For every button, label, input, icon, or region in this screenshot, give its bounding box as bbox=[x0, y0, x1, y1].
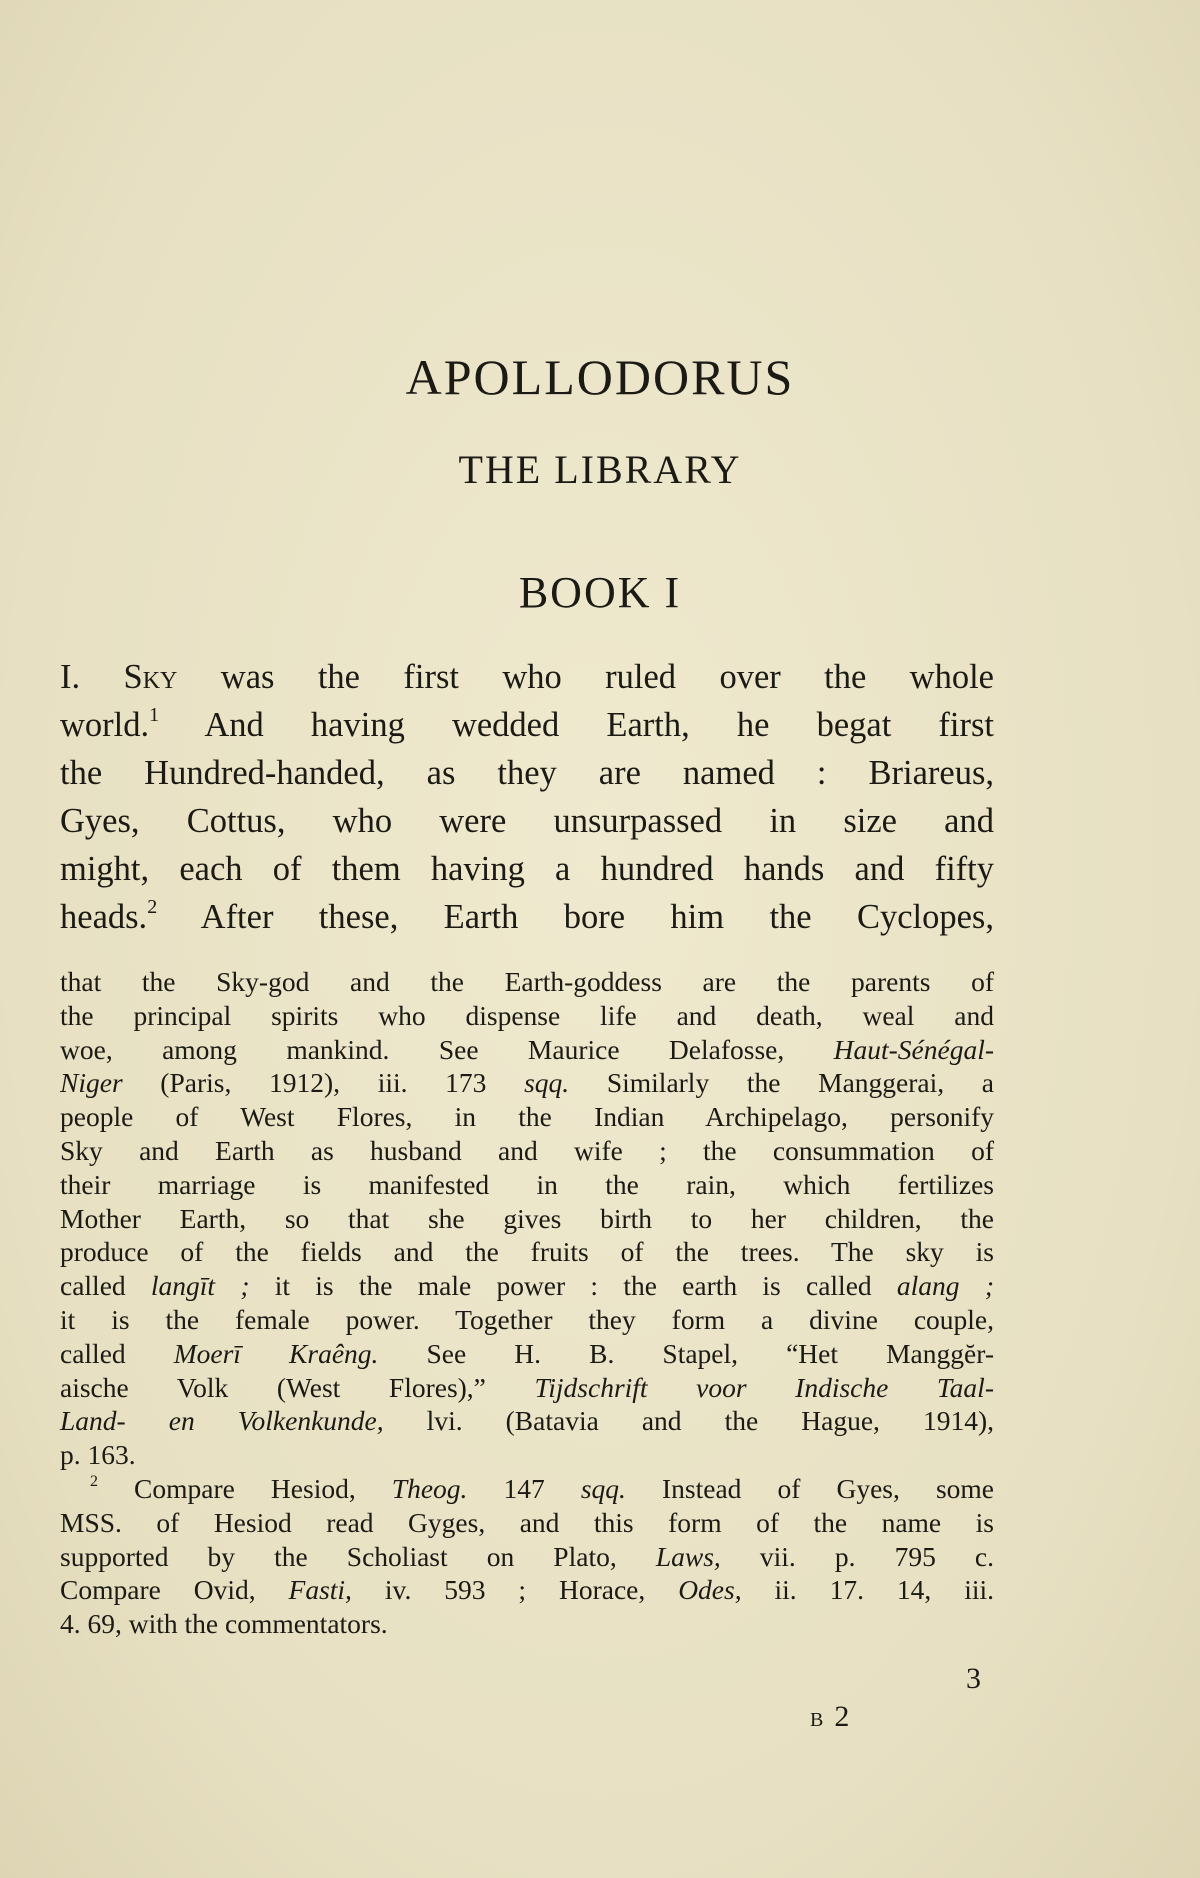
note-line: MSS. of Hesiod read Gyges, and this form of the name is bbox=[60, 1506, 994, 1538]
note-line: 4. 69, with the commentators. bbox=[60, 1608, 388, 1640]
signature-number: 2 bbox=[834, 1700, 850, 1733]
note-line: Land- en Volkenkunde, lvi. (Batavia and the Hague, 1914), bbox=[60, 1405, 994, 1437]
signature-mark bbox=[810, 1702, 849, 1732]
main-line: I. Sky was the first who ruled over the whole bbox=[60, 658, 994, 696]
note-line: Sky and Earth as husband and wife ; the consummation of bbox=[60, 1134, 994, 1166]
note-line: their marriage is manifested in the rain, which fertilizes bbox=[60, 1168, 994, 1200]
author-heading: APOLLODORUS bbox=[405, 349, 795, 405]
note-line: Mother Earth, so that she gives birth to her children, the bbox=[60, 1202, 994, 1234]
main-line: world.$^1$ And having wedded Earth, he begat first bbox=[60, 704, 994, 744]
note-line: Niger (Paris, 1912), iii. 173 sqq. Similarly the Manggerai, a bbox=[60, 1067, 994, 1099]
footnotes bbox=[60, 965, 994, 1641]
footnote-ref: 2 bbox=[147, 896, 158, 918]
note-line: the principal spirits who dispense life and death, weal and bbox=[60, 999, 994, 1031]
page-number: 3 bbox=[966, 1662, 981, 1695]
note-line: woe, among mankind. See Maurice Delafosse, Haut-Sénégal- bbox=[60, 1033, 994, 1065]
chapter-number: I. bbox=[60, 658, 81, 696]
main-text bbox=[60, 653, 994, 941]
main-line: might, each of them having a hundred hands and fifty bbox=[60, 850, 994, 888]
note-line: called langīt ; it is the male power : the earth is called alang ; bbox=[60, 1270, 994, 1302]
note-line: people of West Flores, in the Indian Archipelago, personify bbox=[60, 1101, 994, 1133]
note-line: aische Volk (West Flores),” Tijdschrift voor Indische Taal- bbox=[60, 1371, 994, 1403]
note-line: called Moerī Kraêng. See H. B. Stapel, “Het Manggĕr- bbox=[60, 1337, 994, 1369]
signature-letter: B bbox=[810, 1709, 825, 1731]
note-line: produce of the fields and the fruits of the trees. The sky is bbox=[60, 1236, 994, 1268]
work-title: THE LIBRARY bbox=[458, 447, 742, 492]
main-line: heads.$^2$ After these, Earth bore him the Cyclopes, bbox=[60, 896, 994, 936]
note-line: supported by the Scholiast on Plato, Laws, vii. p. 795 c. bbox=[60, 1540, 994, 1572]
first-word: Sky bbox=[123, 658, 178, 696]
note-line: that the Sky-god and the Earth-goddess are the parents of bbox=[60, 966, 994, 997]
main-line: Gyes, Cottus, who were unsurpassed in size and bbox=[60, 802, 994, 840]
footnote-marker: 2 bbox=[90, 1473, 98, 1490]
note-line: $^2$ Compare Hesiod, Theog. 147 sqq. Instead of Gyes, some bbox=[90, 1472, 995, 1504]
note-line: it is the female power. Together they form a divine couple, bbox=[60, 1303, 994, 1335]
note-line: p. 163. bbox=[60, 1439, 136, 1471]
footnote-ref: 1 bbox=[149, 704, 160, 726]
note-line: Compare Ovid, Fasti, iv. 593 ; Horace, Odes, ii. 17. 14, iii. bbox=[60, 1574, 994, 1606]
main-line: the Hundred-handed, as they are named : Briareus, bbox=[60, 754, 994, 792]
book-heading: BOOK I bbox=[518, 568, 682, 617]
